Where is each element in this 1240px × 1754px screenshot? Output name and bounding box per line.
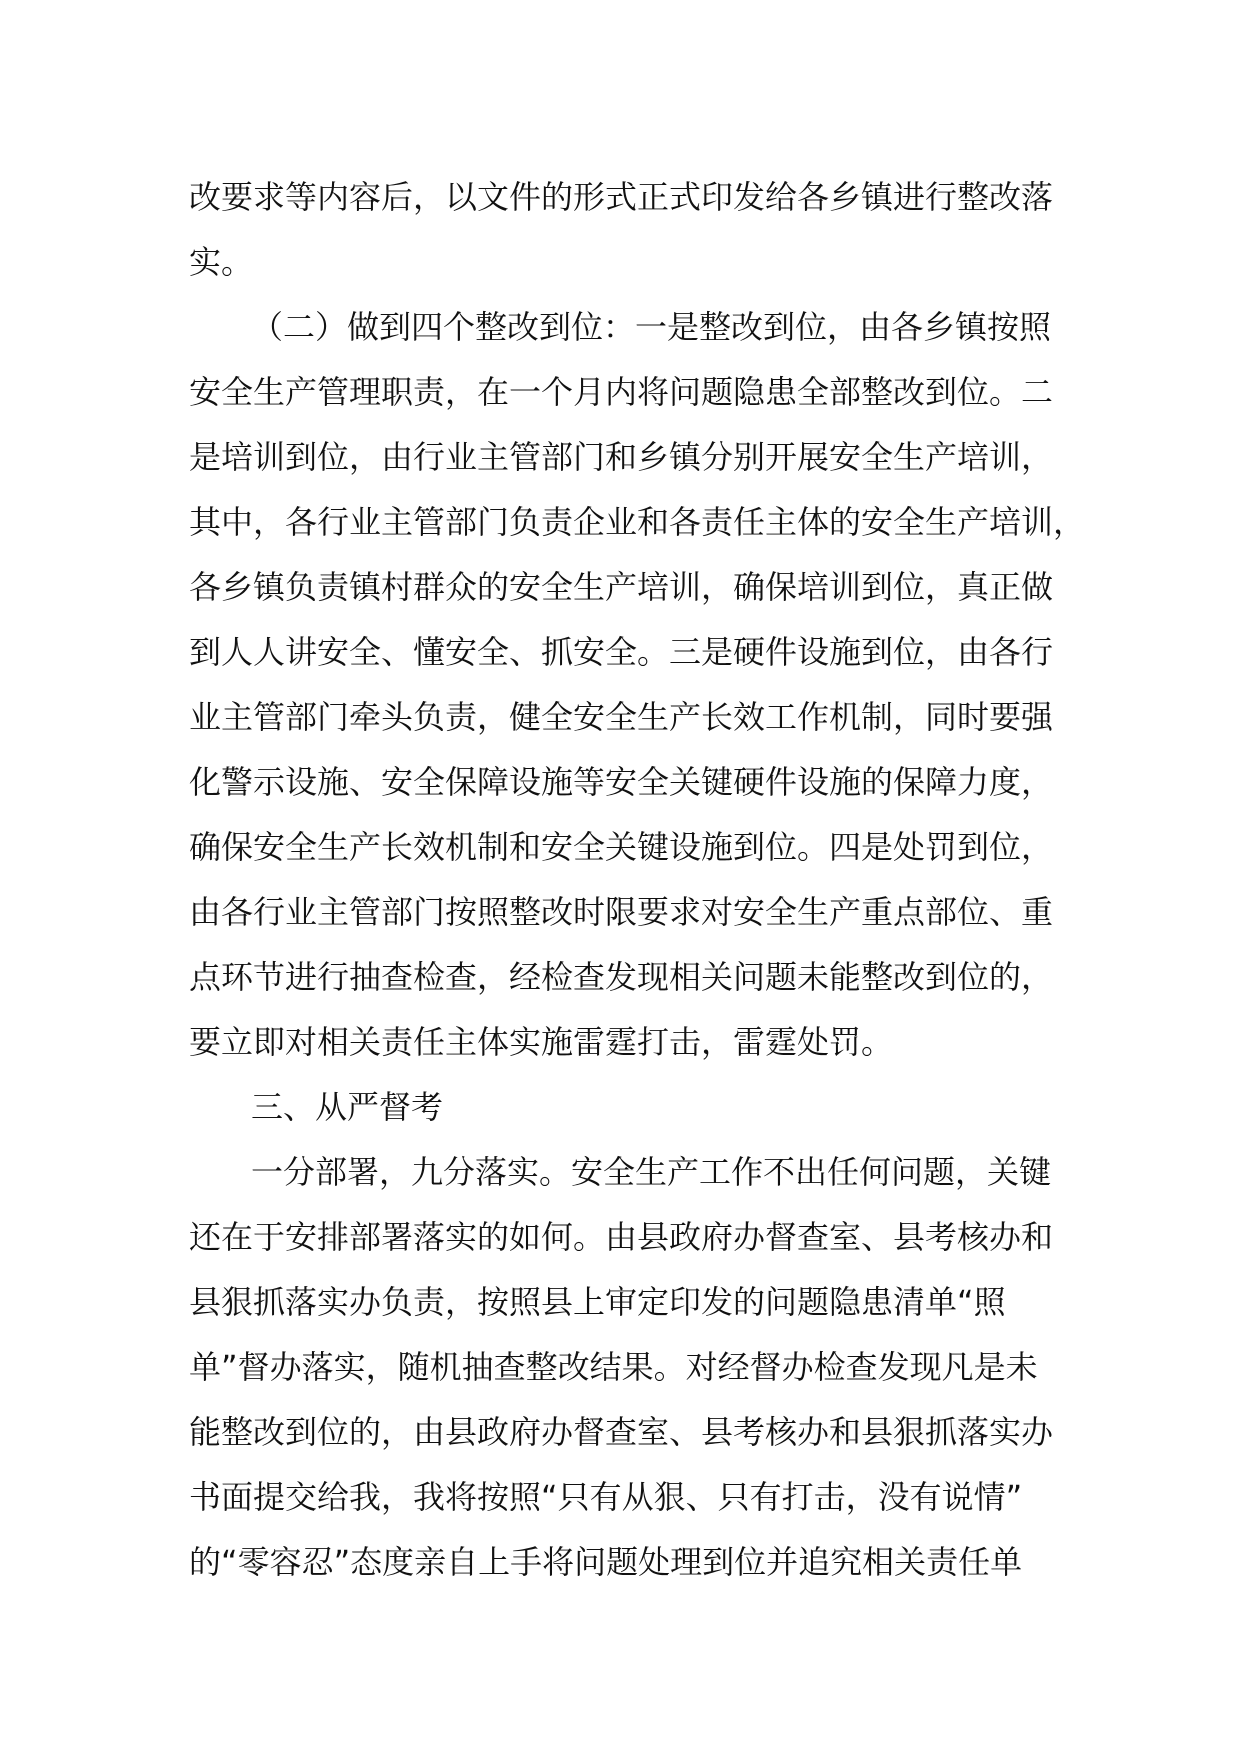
text-line: 能整改到位的，由县政府办督查室、县考核办和县狠抓落实办 <box>189 1413 1054 1451</box>
text-line: 县狠抓落实办负责，按照县上审定印发的问题隐患清单“照 <box>189 1283 1006 1321</box>
text-line: 其中，各行业主管部门负责企业和各责任主体的安全生产培训， <box>189 503 1086 541</box>
text-line: 实。 <box>189 243 254 281</box>
text-line: 单”督办落实，随机抽查整改结果。对经督办检查发现凡是未 <box>189 1348 1038 1386</box>
text-line: 点环节进行抽查检查，经检查发现相关问题未能整改到位的， <box>189 958 1054 996</box>
text-line: 到人人讲安全、懂安全、抓安全。三是硬件设施到位，由各行 <box>189 633 1054 671</box>
text-line: 各乡镇负责镇村群众的安全生产培训，确保培训到位，真正做 <box>189 568 1054 606</box>
paragraph-start-line: （二）做到四个整改到位：一是整改到位，由各乡镇按照 <box>251 308 1052 346</box>
text-line: 书面提交给我，我将按照“只有从狠、只有打击，没有说情” <box>189 1478 1023 1516</box>
text-line: 由各行业主管部门按照整改时限要求对安全生产重点部位、重 <box>189 893 1054 931</box>
text-line: 安全生产管理职责，在一个月内将问题隐患全部整改到位。二 <box>189 373 1054 411</box>
text-line: 业主管部门牵头负责，健全安全生产长效工作机制，同时要强 <box>189 698 1054 736</box>
body-text <box>189 165 1086 1595</box>
text-line: 还在于安排部署落实的如何。由县政府办督查室、县考核办和 <box>189 1218 1054 1256</box>
text-line: 确保安全生产长效机制和安全关键设施到位。四是处罚到位， <box>189 828 1054 866</box>
text-line: 要立即对相关责任主体实施雷霆打击，雷霆处罚。 <box>189 1023 894 1061</box>
paragraph-start-line: 一分部署，九分落实。安全生产工作不出任何问题，关键 <box>251 1153 1052 1191</box>
text-line: 的“零容忍”态度亲自上手将问题处理到位并追究相关责任单 <box>189 1543 1023 1581</box>
section-heading: 三、从严督考 <box>251 1088 444 1126</box>
text-line: 改要求等内容后，以文件的形式正式印发给各乡镇进行整改落 <box>189 178 1054 216</box>
text-line: 是培训到位，由行业主管部门和乡镇分别开展安全生产培训， <box>189 438 1054 476</box>
text-line: 化警示设施、安全保障设施等安全关键硬件设施的保障力度， <box>189 763 1054 801</box>
